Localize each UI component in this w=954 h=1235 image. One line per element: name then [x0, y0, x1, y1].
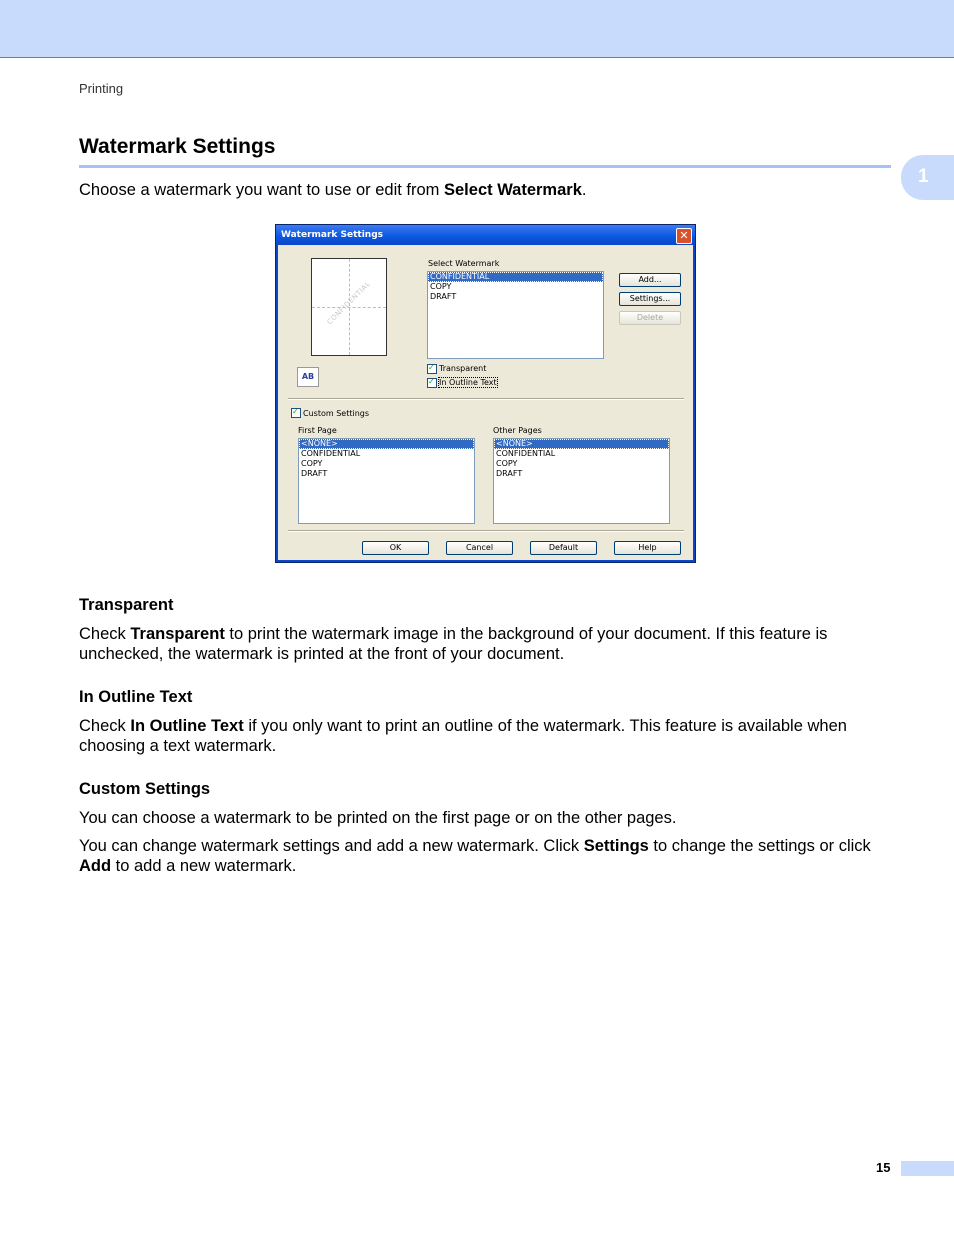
- list-item[interactable]: DRAFT: [301, 469, 328, 478]
- outline-paragraph: Check In Outline Text if you only want to print an outline of the watermark. This feature is available when choosing a text watermark.: [79, 717, 847, 755]
- title-rule: [79, 165, 891, 168]
- outline-checkbox[interactable]: [427, 378, 437, 388]
- list-item[interactable]: COPY: [301, 459, 323, 468]
- breadcrumb: Printing: [79, 81, 124, 96]
- outline-label: In Outline Text: [439, 378, 497, 387]
- divider: [288, 530, 684, 532]
- first-page-list[interactable]: [298, 438, 475, 524]
- custom-paragraph-1: You can choose a watermark to be printed on the first page or on the other pages.: [79, 809, 677, 827]
- close-icon[interactable]: ✕: [676, 228, 692, 244]
- cancel-button[interactable]: Cancel: [446, 541, 513, 555]
- watermark-settings-dialog: [275, 224, 696, 563]
- page-title: Watermark Settings: [79, 135, 276, 158]
- transparent-paragraph: Check Transparent to print the watermark image in the background of your document. If this feature is unchecked, the watermark is printed at the front of your document.: [79, 625, 828, 663]
- custom-heading: Custom Settings: [79, 780, 211, 798]
- list-item[interactable]: <NONE>: [494, 439, 669, 449]
- default-button[interactable]: Default: [530, 541, 597, 555]
- custom-paragraph-2: You can change watermark settings and add a new watermark. Click Settings to change the settings or click Add to add a new watermark.: [79, 837, 871, 875]
- transparent-heading: Transparent: [79, 596, 174, 614]
- custom-settings-checkbox[interactable]: [291, 408, 301, 418]
- footer-bar: [901, 1161, 954, 1176]
- intro-paragraph: Choose a watermark you want to use or edit from Select Watermark.: [79, 181, 587, 199]
- dialog-titlebar: [276, 225, 695, 245]
- page-number: 15: [876, 1160, 891, 1175]
- chapter-tab: [901, 155, 954, 200]
- outline-heading: In Outline Text: [79, 688, 193, 706]
- ok-button[interactable]: OK: [362, 541, 429, 555]
- list-item[interactable]: COPY: [430, 282, 452, 291]
- list-item[interactable]: CONFIDENTIAL: [301, 449, 361, 458]
- custom-settings-label: Custom Settings: [303, 409, 370, 418]
- list-item[interactable]: COPY: [496, 459, 518, 468]
- help-button[interactable]: Help: [614, 541, 681, 555]
- preview-watermark-text: CONFIDENTIAL: [325, 279, 373, 327]
- list-item[interactable]: CONFIDENTIAL: [428, 272, 603, 282]
- list-item[interactable]: <NONE>: [299, 439, 474, 449]
- list-item[interactable]: DRAFT: [496, 469, 523, 478]
- other-pages-list[interactable]: [493, 438, 670, 524]
- settings-button[interactable]: Settings...: [619, 292, 681, 306]
- list-item[interactable]: CONFIDENTIAL: [496, 449, 556, 458]
- other-pages-label: Other Pages: [493, 426, 542, 435]
- list-item[interactable]: DRAFT: [430, 292, 457, 301]
- divider: [288, 398, 684, 400]
- add-button[interactable]: Add...: [619, 273, 681, 287]
- select-watermark-label: Select Watermark: [428, 259, 500, 268]
- transparent-checkbox[interactable]: [427, 364, 437, 374]
- transparent-label: Transparent: [439, 364, 487, 373]
- header-band: [0, 0, 954, 58]
- text-watermark-icon: AB: [297, 367, 319, 387]
- delete-button[interactable]: Delete: [619, 311, 681, 325]
- dialog-title: Watermark Settings: [281, 230, 384, 240]
- first-page-label: First Page: [298, 426, 337, 435]
- chapter-number: 1: [918, 166, 929, 187]
- page-preview: [311, 258, 387, 356]
- select-watermark-list[interactable]: [427, 271, 604, 359]
